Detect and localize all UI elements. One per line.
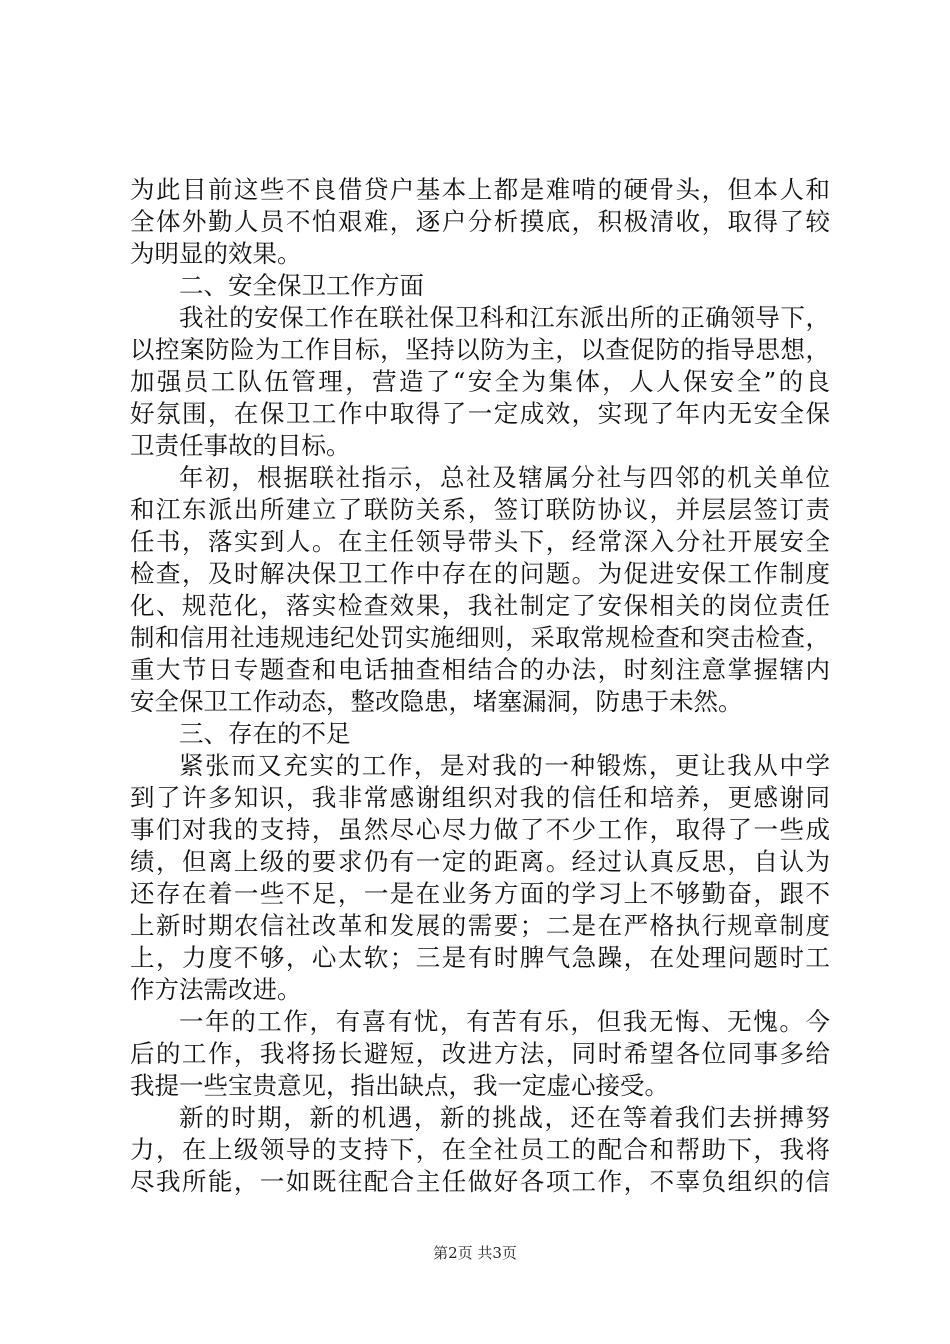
text-line: 卫责任事故的目标。 <box>130 431 351 460</box>
text-line: 到了许多知识，我非常感谢组织对我的信任和培养，更感谢同 <box>130 783 830 812</box>
document-body <box>130 174 830 1198</box>
text-line: 安全保卫工作动态，整改隐患，堵塞漏洞，防患于未然。 <box>130 687 743 716</box>
text-line: 任书，落实到人。在主任领导带头下，经常深入分社开展安全 <box>130 527 830 556</box>
text-line: 重大节日专题查和电话抽查相结合的办法，时刻注意掌握辖内 <box>130 655 830 684</box>
text-line: 加强员工队伍管理，营造了“安全为集体，人人保安全”的良 <box>130 367 830 396</box>
text-line: 全体外勤人员不怕艰难，逐户分析摸底，积极清收，取得了较 <box>130 207 830 236</box>
text-line: 为此目前这些不良借贷户基本上都是难啃的硬骨头，但本人和 <box>130 175 830 204</box>
text-line: 新的时期，新的机遇，新的挑战，还在等着我们去拼搏努 <box>179 1103 830 1132</box>
text-line: 好氛围，在保卫工作中取得了一定成效，实现了年内无安全保 <box>130 399 830 428</box>
text-line: 还存在着一些不足，一是在业务方面的学习上不够勤奋，跟不 <box>130 879 830 908</box>
text-line: 绩，但离上级的要求仍有一定的距离。经过认真反思，自认为 <box>130 847 830 876</box>
text-line: 尽我所能，一如既往配合主任做好各项工作，不辜负组织的信 <box>130 1167 830 1196</box>
text-line: 和江东派出所建立了联防关系，签订联防协议，并层层签订责 <box>130 495 830 524</box>
text-line: 三、存在的不足 <box>179 719 351 748</box>
text-line: 力，在上级领导的支持下，在全社员工的配合和帮助下，我将 <box>130 1135 830 1164</box>
text-line: 化、规范化，落实检查效果，我社制定了安保相关的岗位责任 <box>130 591 830 620</box>
text-line: 二、安全保卫工作方面 <box>179 271 424 300</box>
text-line: 我提一些宝贵意见，指出缺点，我一定虚心接受。 <box>130 1071 669 1100</box>
page-footer: 第2页 共3页 <box>433 1244 517 1262</box>
text-line: 以控案防险为工作目标，坚持以防为主，以查促防的指导思想， <box>130 335 830 364</box>
text-line: 制和信用社违规违纪处罚实施细则，采取常规检查和突击检查， <box>130 623 830 652</box>
text-line: 我社的安保工作在联社保卫科和江东派出所的正确领导下， <box>179 303 830 332</box>
text-line: 年初，根据联社指示，总社及辖属分社与四邻的机关单位 <box>179 463 830 492</box>
text-line: 上，力度不够，心太软；三是有时脾气急躁，在处理问题时工 <box>130 943 830 972</box>
text-line: 一年的工作，有喜有忧，有苦有乐，但我无悔、无愧。今 <box>179 1007 830 1036</box>
text-line: 后的工作，我将扬长避短，改进方法，同时希望各位同事多给 <box>130 1039 830 1068</box>
text-line: 作方法需改进。 <box>130 975 302 1004</box>
text-line: 为明显的效果。 <box>130 239 302 268</box>
text-line: 事们对我的支持，虽然尽心尽力做了不少工作，取得了一些成 <box>130 815 830 844</box>
text-line: 检查，及时解决保卫工作中存在的问题。为促进安保工作制度 <box>130 559 830 588</box>
text-line: 紧张而又充实的工作，是对我的一种锻炼，更让我从中学 <box>179 751 830 780</box>
text-line: 上新时期农信社改革和发展的需要；二是在严格执行规章制度 <box>130 911 830 940</box>
